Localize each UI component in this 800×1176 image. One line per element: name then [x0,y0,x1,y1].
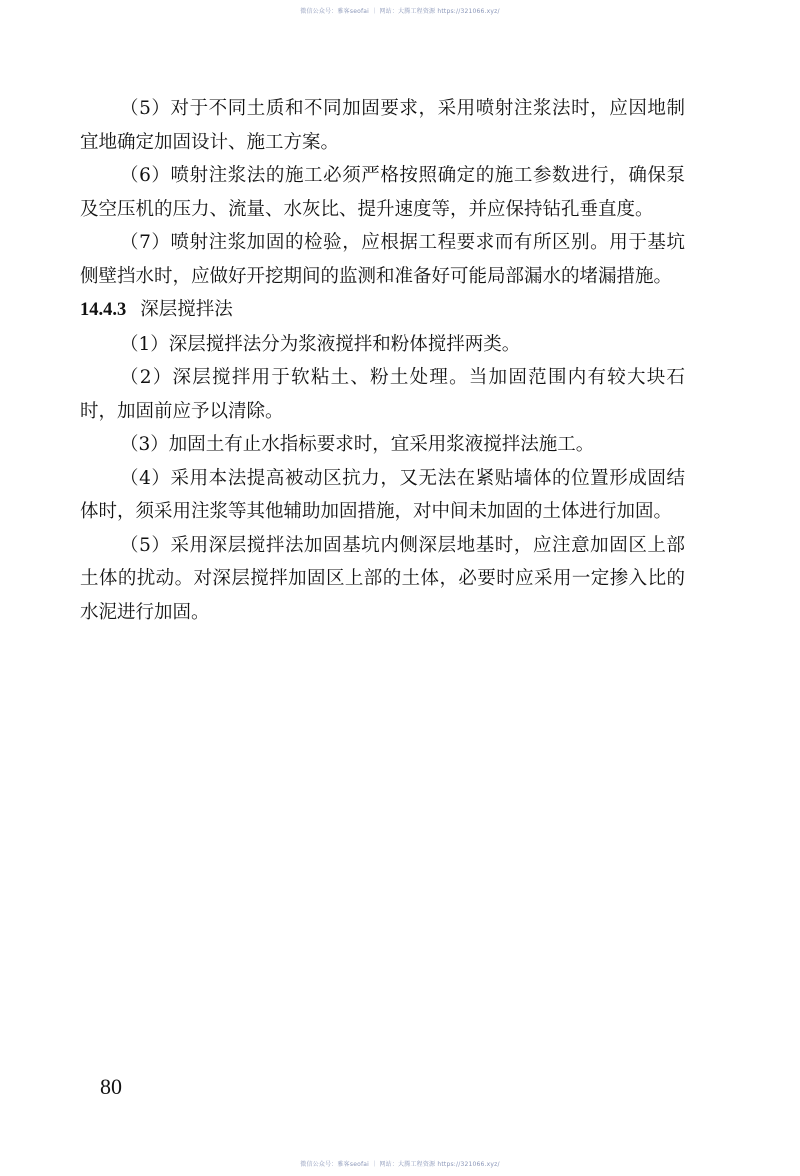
paragraph-spray-7: （7）喷射注浆加固的检验，应根据工程要求而有所区别。用于基坑侧壁挡水时，应做好开挖期间的监测和准备好可能局部漏水的堵漏措施。 [80,232,685,287]
section-title: 深层搅拌法 [140,299,233,320]
paragraph-mixing-5: （5）采用深层搅拌法加固基坑内侧深层地基时，应注意加固区上部土体的扰动。对深层搅拌加固区上部的土体，必要时应采用一定掺入比的水泥进行加固。 [80,534,685,623]
page-number: 80 [100,1074,122,1099]
paragraph-spray-5: （5）对于不同土质和不同加固要求，采用喷射注浆法时，应因地制宜地确定加固设计、施工方案。 [80,98,685,153]
paragraph-mixing-2: （2）深层搅拌用于软粘土、粉土处理。当加固范围内有较大块石时，加固前应予以清除。 [80,367,685,422]
paragraph-mixing-1: （1）深层搅拌法分为浆液搅拌和粉体搅拌两类。 [120,333,521,355]
page-body [80,92,685,629]
watermark-bottom: 微信公众号：雅客seofai ｜ 网站：大腾工程资源 https://321066.xyz/ [300,1161,500,1168]
paragraph-mixing-4: （4）采用本法提高被动区抗力，又无法在紧贴墙体的位置形成固结体时，须采用注浆等其他辅助加固措施，对中间未加固的土体进行加固。 [80,467,685,522]
paragraph-mixing-3: （3）加固土有止水指标要求时，宜采用浆液搅拌法施工。 [120,434,595,455]
watermark-top: 微信公众号：雅客seofai ｜ 网站：大腾工程资源 https://321066.xyz/ [300,8,500,15]
section-number: 14.4.3 [80,300,127,320]
section-heading [80,293,685,328]
paragraph-spray-6: （6）喷射注浆法的施工必须严格按照确定的施工参数进行，确保泵及空压机的压力、流量、水灰比、提升速度等，并应保持钻孔垂直度。 [80,165,685,220]
